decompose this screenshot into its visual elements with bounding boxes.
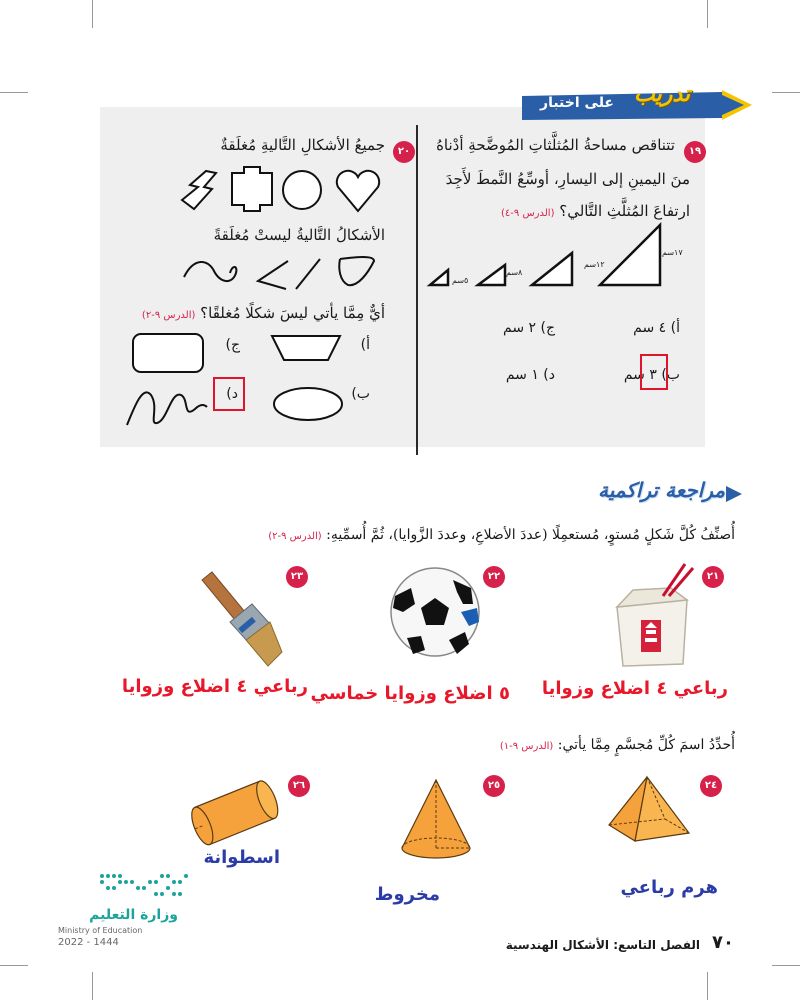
q20-option-c[interactable]: ج) [225, 337, 240, 353]
lesson-ref: (الدرس ٩-٢) [141, 310, 196, 321]
takeout-box-image [605, 562, 700, 672]
crop-mark [92, 0, 93, 28]
q20-line2: الأشكالُ التَّاليةُ ليستْ مُغلَقةً [213, 226, 385, 244]
answer-handwritten: اسطوانة [203, 847, 280, 868]
triangle-label: ٨سم [506, 268, 523, 277]
option-b-value: ٣ سم [623, 367, 657, 383]
answer-handwritten: رباعي ٤ اضلاع وزوايا [121, 676, 308, 697]
triangle-label: ٥سم [452, 276, 469, 285]
crop-mark [92, 972, 93, 1000]
option-b-letter: ب) [661, 367, 680, 383]
q19-line1: تتناقص مساحةُ المُثلَّثاتِ المُوضَّحةِ أدْناهُ [436, 136, 675, 154]
q20-option-b[interactable]: ب) [351, 386, 370, 402]
crop-mark [707, 0, 708, 28]
vision-2030-logo [98, 872, 190, 902]
banner-word: تدريب [633, 82, 691, 107]
question-number: ٢٢ [483, 566, 505, 588]
question-number: ٢٣ [286, 566, 308, 588]
cylinder-image [182, 778, 292, 848]
lesson-ref: (الدرس ٩-٢) [268, 531, 322, 542]
rounded-rectangle-shape[interactable] [132, 333, 204, 373]
footer-chapter [480, 938, 700, 952]
instruction-text: أُحدِّدُ اسمَ كُلِّ مُجسَّمٍ مِمَّا يأتي: [557, 737, 735, 753]
square-pyramid-image [605, 775, 700, 845]
question-number: ١٩ [684, 141, 706, 163]
banner-text: على اختبار [540, 95, 614, 111]
page-number: ٧٠ [712, 932, 734, 953]
triangles-diagram [430, 225, 690, 305]
lesson-ref: (الدرس ٩-١) [499, 741, 554, 752]
question-number: ٢١ [702, 566, 724, 588]
crop-mark [772, 92, 800, 93]
q19-line2: منَ اليمينِ إلى اليسارِ، أوسِّعُ النَّمطَ لأَجِدَ [445, 170, 690, 188]
answer-handwritten: رباعي ٤ اضلاع وزوايا [541, 678, 728, 699]
q20-line3-text: أيٌّ مِمَّا يأتي ليسَ شكلًا مُغلقًا؟ [200, 304, 385, 322]
answer-handwritten: هرم رباعي [620, 877, 718, 898]
crop-mark [0, 92, 28, 93]
q20-option-d[interactable]: د) [226, 386, 238, 402]
answer-handwritten: مخروط [374, 884, 440, 905]
open-shapes-row [180, 255, 380, 295]
chapter-title: الأشكال الهندسية [505, 938, 610, 952]
solids-instruction [390, 737, 735, 753]
crop-mark [707, 972, 708, 1000]
answer-highlight-box [213, 377, 245, 411]
q20-option-a[interactable]: أ) [360, 337, 370, 353]
answer-highlight-box [640, 354, 668, 390]
triangle-label: ١٢سم [584, 260, 605, 269]
q19-line3-text: ارتفاعَ المُثلَّثِ التَّالي؟ [559, 202, 690, 220]
q19-option-a[interactable]: أ) ٤ سم [633, 320, 680, 336]
question-number: ٢٠ [393, 141, 415, 163]
review-instruction [200, 527, 735, 543]
trapezoid-shape[interactable] [272, 334, 342, 362]
q20-line3 [105, 298, 385, 331]
crop-mark [772, 965, 800, 966]
closed-shapes-row [180, 165, 380, 215]
triangle-label: ١٧سم [662, 248, 683, 257]
section-title-arrow [726, 484, 746, 504]
question-number: ٢٥ [483, 775, 505, 797]
ministry-name-ar: وزارة التعليم [89, 907, 178, 923]
cone-image [398, 778, 478, 868]
lesson-ref: (الدرس ٩-٤) [501, 208, 555, 219]
paint-brush-image [190, 570, 285, 670]
chapter-label: الفصل التاسع: [613, 938, 700, 952]
soccer-ball-image [385, 568, 485, 658]
question-number: ٢٤ [700, 775, 722, 797]
q19-option-d[interactable]: د) ١ سم [505, 367, 555, 383]
q19-option-c[interactable]: ج) ٢ سم [503, 320, 555, 336]
instruction-text: أُصنِّفُ كُلَّ شَكلٍ مُستوٍ، مُستعمِلًا (عددَ الأضلاعِ، وعددَ الزَّوايا)، ثُمَّ أُسمِّيهِ: [326, 527, 735, 543]
answer-handwritten: ٥ اضلاع وزوايا خماسي [310, 683, 510, 704]
crop-mark [0, 965, 28, 966]
question-number: ٢٦ [288, 775, 310, 797]
section-title: مراجعة تراكمية [597, 478, 725, 502]
edition-year: 2022 - 1444 [58, 937, 119, 948]
ministry-name-en: Ministry of Education [58, 926, 143, 935]
ellipse-shape[interactable] [272, 386, 344, 422]
q20-line1: جميعُ الأشكالِ التَّاليةِ مُغلَقةٌ [220, 136, 385, 154]
open-squiggle-shape[interactable] [125, 385, 210, 430]
